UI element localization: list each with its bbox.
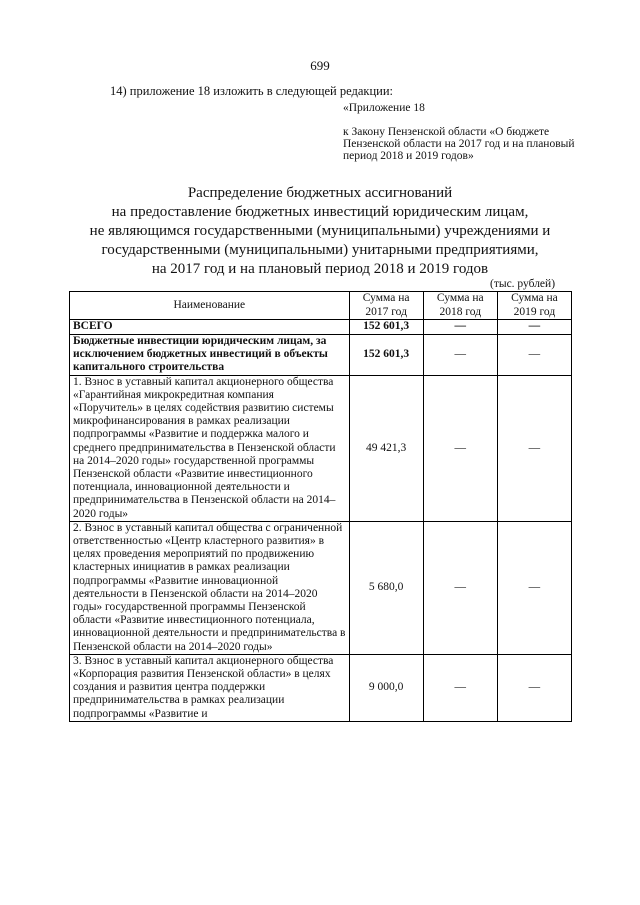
title-line: не являющимся государственными (муниципальными) учреждениями и [89,223,551,239]
row-name: 1. Взнос в уставный капитал акционерного общества «Гарантийная микрокредитная компания «Поручитель» в целях содействия развитию системы микрофинансирования в рамках реализации подпрограммы «Развитие и поддержка малого и среднего предпринимательства в Пензенской области на 2014–2020 годы» государственной программы Пензенской области «Развитие инвестиционного потенциала, инновационной деятельности и предпринимательства в Пензенской области на 2014–2020 годы» [70,375,350,521]
row-value-2019: — [497,521,571,654]
header-name: Наименование [70,292,350,320]
row-value-2019: — [497,375,571,521]
table-row [70,335,572,376]
row-value-2019: — [497,335,571,376]
table-header-row [70,292,572,320]
document-title [60,184,580,279]
row-name: 2. Взнос в уставный капитал общества с ограниченной ответственностью «Центр кластерного развития» в целях проведения мероприятий по продвижению кластерных инициатив в рамках реализации подпрограммы «Развитие инновационной деятельности в Пензенской области на 2014–2020 годы» государственной программы Пензенской области «Развитие инвестиционного потенциала, инновационной деятельности и предпринимательства в Пензенской области на 2014–2020 годы» [70,521,350,654]
header-2017: Сумма на 2017 год [349,292,423,320]
unit-note: (тыс. рублей) [490,278,556,290]
budget-table [69,291,572,722]
row-value-2017: 152 601,3 [349,320,423,335]
row-value-2017: 5 680,0 [349,521,423,654]
row-value-2018: — [423,521,497,654]
table-row [70,375,572,521]
header-2019: Сумма на 2019 год [497,292,571,320]
row-value-2018: — [423,335,497,376]
appendix-title: «Приложение 18 [343,102,425,114]
row-name: 3. Взнос в уставный капитал акционерного общества «Корпорация развития Пензенской области» в целях создания и развития центра поддержки предпринимательства в рамках реализации подпрограммы «Развитие и [70,654,350,721]
appendix-reference: к Закону Пензенской области «О бюджете Пензенской области на 2017 год и на плановый период 2018 и 2019 годов» [343,126,575,162]
row-value-2017: 9 000,0 [349,654,423,721]
title-line: государственными (муниципальными) унитарными предприятиями, [101,242,539,258]
row-value-2018: — [423,654,497,721]
row-name: Бюджетные инвестиции юридическим лицам, за исключением бюджетных инвестиций в объекты капитального строительства [70,335,350,376]
row-value-2017: 49 421,3 [349,375,423,521]
page-number: 699 [310,58,330,73]
row-value-2018: — [423,375,497,521]
title-line: на предоставление бюджетных инвестиций юридическим лицам, [111,204,529,220]
table-row [70,521,572,654]
header-2018: Сумма на 2018 год [423,292,497,320]
amendment-instruction: 14) приложение 18 изложить в следующей редакции: [110,84,393,98]
title-line: на 2017 год и на плановый период 2018 и 2019 годов [151,261,489,277]
table-row [70,320,572,335]
title-line: Распределение бюджетных ассигнований [187,185,453,201]
table-row [70,654,572,721]
row-name: ВСЕГО [70,320,350,335]
row-value-2017: 152 601,3 [349,335,423,376]
row-value-2018: — [423,320,497,335]
row-value-2019: — [497,320,571,335]
row-value-2019: — [497,654,571,721]
